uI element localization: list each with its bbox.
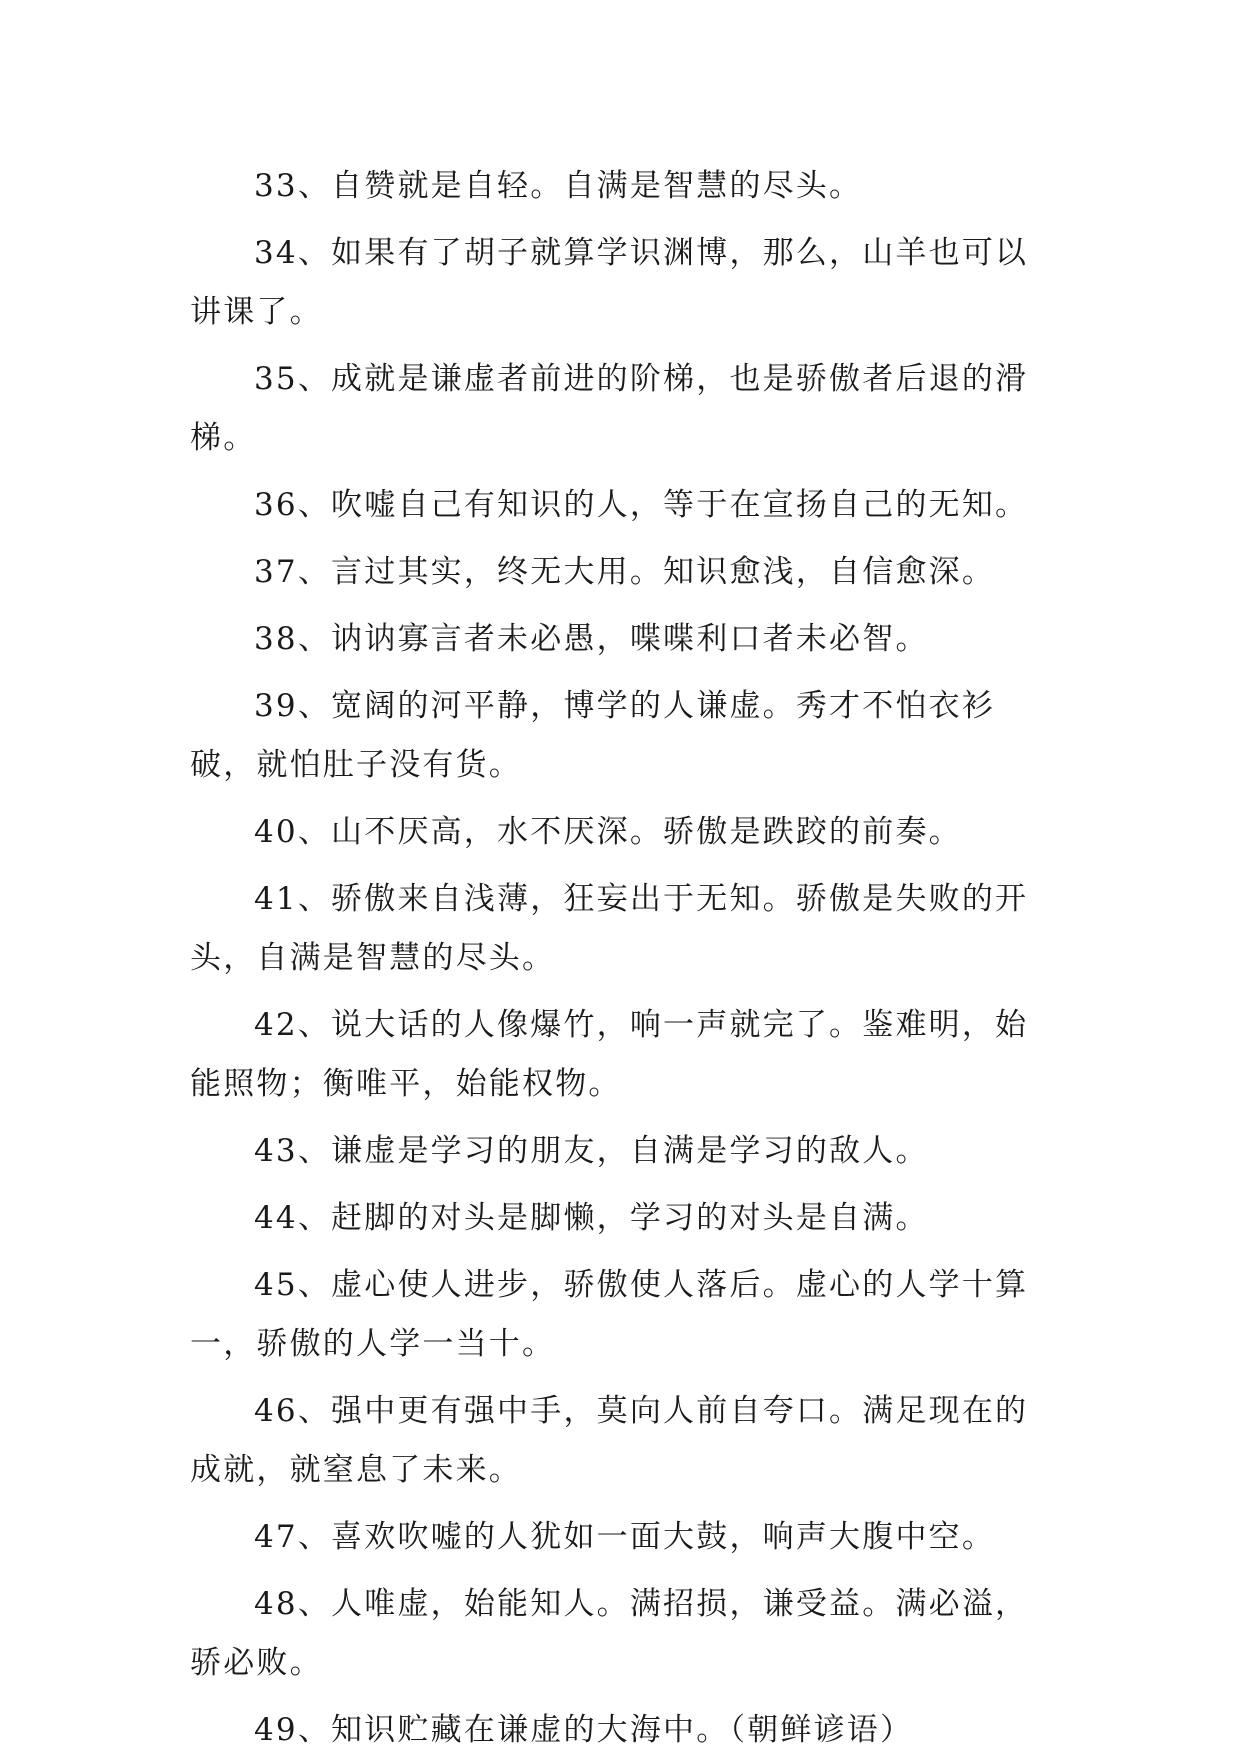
quote-38: 38、讷讷寡言者未必愚，喋喋利口者未必智。 [254, 621, 929, 657]
quote-48: 48、人唯虚，始能知人。满招损，谦受益。满必溢，骄必败。 [190, 1586, 1029, 1681]
quote-44: 44、赶脚的对头是脚懒，学习的对头是自满。 [254, 1200, 929, 1236]
quote-36: 36、吹嘘自己有知识的人，等于在宣扬自己的无知。 [254, 487, 1029, 523]
quote-39: 39、宽阔的河平静，博学的人谦虚。秀才不怕衣衫破，就怕肚子没有货。 [190, 688, 996, 783]
quote-47: 47、喜欢吹嘘的人犹如一面大鼓，响声大腹中空。 [254, 1519, 996, 1555]
quote-42: 42、说大话的人像爆竹，响一声就完了。鉴难明，始能照物；衡唯平，始能权物。 [190, 1007, 1029, 1102]
document-body [190, 157, 1055, 1748]
quote-43: 43、谦虚是学习的朋友，自满是学习的敌人。 [254, 1133, 929, 1169]
quote-45: 45、虚心使人进步，骄傲使人落后。虚心的人学十算一，骄傲的人学一当十。 [190, 1267, 1029, 1362]
quote-37: 37、言过其实，终无大用。知识愈浅，自信愈深。 [254, 554, 996, 590]
quote-35: 35、成就是谦虚者前进的阶梯，也是骄傲者后退的滑梯。 [190, 361, 1029, 456]
quote-46: 46、强中更有强中手，莫向人前自夸口。满足现在的成就，就窒息了未来。 [190, 1393, 1029, 1488]
quote-41: 41、骄傲来自浅薄，狂妄出于无知。骄傲是失败的开头，自满是智慧的尽头。 [190, 881, 1029, 976]
quote-49: 49、知识贮藏在谦虚的大海中。（朝鲜谚语） [254, 1712, 914, 1748]
quote-34: 34、如果有了胡子就算学识渊博，那么，山羊也可以讲课了。 [190, 235, 1029, 330]
quote-40: 40、山不厌高，水不厌深。骄傲是跌跤的前奏。 [254, 814, 962, 850]
quote-33: 33、自赞就是自轻。自满是智慧的尽头。 [254, 168, 863, 204]
